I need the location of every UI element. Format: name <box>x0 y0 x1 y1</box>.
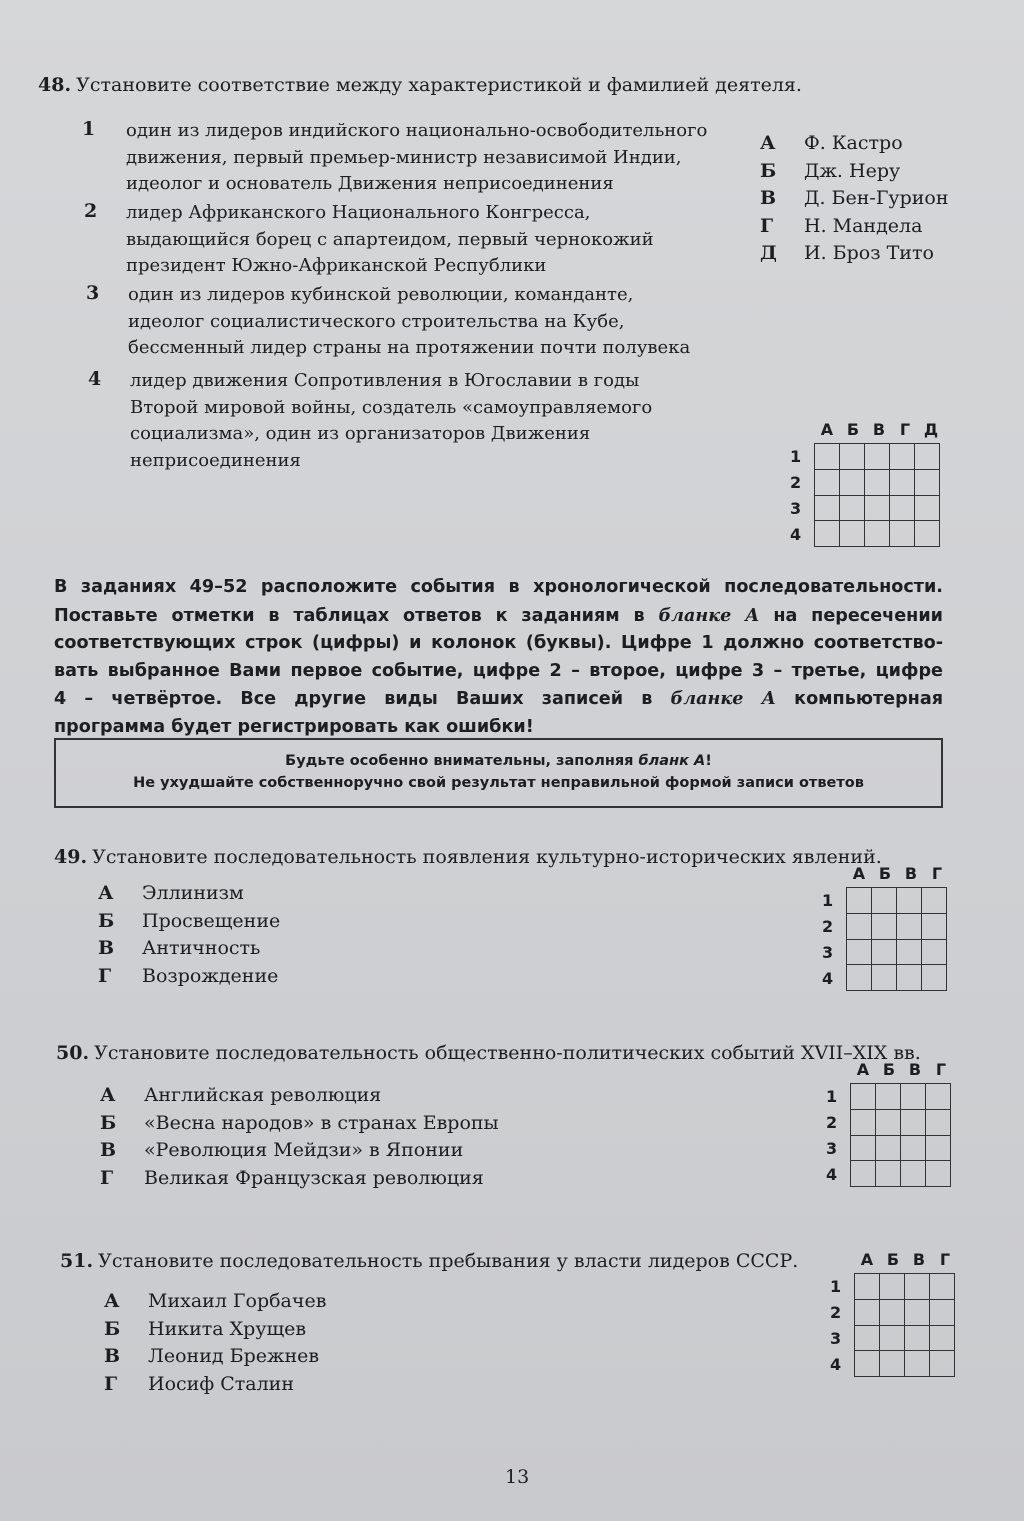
q50-options <box>100 1082 499 1192</box>
answer-cell[interactable] <box>922 965 947 991</box>
instruction-emphasis: бланке А <box>670 688 776 709</box>
q48-option <box>760 213 949 241</box>
answer-cell[interactable] <box>930 1299 955 1325</box>
grid-row-label: 4 <box>822 968 834 988</box>
option-text: Михаил Горбачев <box>148 1290 327 1312</box>
option-text: Д. Бен-Гурион <box>804 187 949 209</box>
answer-cell[interactable] <box>865 444 890 470</box>
option-text: Античность <box>142 937 261 959</box>
q48-item-3-line: идеолог социалистического строительства на Кубе, <box>128 310 625 332</box>
q48-item-2-line: выдающийся борец с апартеидом, первый чернокожий <box>126 228 654 250</box>
answer-cell[interactable] <box>865 521 890 547</box>
grid-col-label: Б <box>846 420 860 439</box>
answer-cell[interactable] <box>915 495 940 521</box>
instruction-line: вать выбранное Вами первое событие, цифре 2 – второе, цифре 3 – третье, цифре <box>54 660 943 681</box>
q51-option <box>104 1343 326 1371</box>
option-letter: А <box>104 1290 120 1312</box>
q48-item-1-line: движения, первый премьер-министр независимой Индии, <box>126 146 682 168</box>
answer-cell[interactable] <box>905 1274 930 1300</box>
grid-row-label: 2 <box>790 472 802 492</box>
q51-option <box>104 1316 326 1344</box>
answer-cell[interactable] <box>847 913 872 939</box>
q48-item-2 <box>126 200 654 280</box>
answer-cell[interactable] <box>872 888 897 914</box>
q48-prompt: Установите соответствие между характеристикой и фамилией деятеля. <box>76 74 802 96</box>
notice-line-1 <box>56 750 941 772</box>
option-letter: А <box>760 132 776 154</box>
grid-row-label: 3 <box>830 1328 842 1348</box>
grid-col-label: Г <box>935 1060 947 1079</box>
grid-row-label: 4 <box>826 1164 838 1184</box>
q48-item-1 <box>126 118 707 198</box>
option-text: Эллинизм <box>142 882 244 904</box>
q50-answer-grid <box>826 1060 954 1187</box>
q48-item-number: 1 <box>82 118 96 140</box>
q48-item-3-line: бессменный лидер страны на протяжении почти полувека <box>128 337 691 358</box>
answer-cell[interactable] <box>897 888 922 914</box>
q48-item-3 <box>128 282 690 362</box>
grid-row-label: 1 <box>790 446 802 466</box>
option-letter: А <box>98 882 114 904</box>
q48-item-1-line: идеолог и основатель Движения неприсоединения <box>126 173 614 194</box>
grid-row-label: 2 <box>822 916 834 936</box>
q50-prompt: Установите последовательность общественно-политических событий XVII–XIX вв. <box>94 1042 921 1064</box>
grid-col-label: В <box>872 420 886 439</box>
grid-row-label: 4 <box>830 1354 842 1374</box>
option-letter: Г <box>104 1372 118 1395</box>
answer-cell[interactable] <box>922 913 947 939</box>
answer-cell[interactable] <box>880 1299 905 1325</box>
answer-cell[interactable] <box>840 495 865 521</box>
instruction-block <box>54 574 943 741</box>
q48-option <box>760 130 949 158</box>
option-letter: Г <box>98 964 112 987</box>
q50-option <box>100 1082 499 1110</box>
q51-number: 51. <box>60 1250 94 1272</box>
q48-item-4-line: социализма», один из организаторов Движения <box>130 423 591 444</box>
instruction-line: соответствующих строк (цифры) и колонок (буквы). Цифре 1 должно соответство- <box>54 633 943 653</box>
answer-cell[interactable] <box>851 1084 876 1110</box>
q48-heading <box>38 74 802 96</box>
answer-cells <box>846 887 947 991</box>
q51-option <box>104 1288 326 1316</box>
answer-cell[interactable] <box>897 939 922 965</box>
grid-row-label: 2 <box>830 1302 842 1322</box>
answer-cell[interactable] <box>905 1299 930 1325</box>
answer-cell[interactable] <box>897 965 922 991</box>
answer-cell[interactable] <box>815 469 840 495</box>
q48-item-3-line: один из лидеров кубинской революции, команданте, <box>128 284 634 305</box>
answer-cell[interactable] <box>855 1299 880 1325</box>
option-text: Просвещение <box>142 909 281 932</box>
grid-col-label: В <box>912 1250 926 1269</box>
answer-cell[interactable] <box>922 939 947 965</box>
answer-cell[interactable] <box>905 1351 930 1377</box>
q48-number: 48. <box>38 74 72 96</box>
answer-cell[interactable] <box>905 1325 930 1351</box>
answer-cell[interactable] <box>851 1161 876 1187</box>
grid-row-label: 3 <box>822 942 834 962</box>
q49-answer-grid <box>822 864 950 991</box>
q50-option <box>100 1165 499 1193</box>
grid-row-label: 3 <box>790 498 802 518</box>
option-letter: В <box>100 1139 117 1161</box>
q48-item-1-line: один из лидеров индийского национально-освободительного <box>126 120 708 141</box>
answer-cell[interactable] <box>872 913 897 939</box>
answer-cell[interactable] <box>847 888 872 914</box>
option-letter: Б <box>100 1111 117 1134</box>
answer-cell[interactable] <box>876 1109 901 1135</box>
q51-prompt: Установите последовательность пребывания у власти лидеров СССР. <box>98 1250 799 1272</box>
option-letter: Д <box>760 242 777 264</box>
option-text: Ф. Кастро <box>804 132 903 154</box>
option-letter: Б <box>104 1317 121 1340</box>
answer-cell[interactable] <box>901 1109 926 1135</box>
instruction-text: на пересечении <box>759 605 943 626</box>
option-letter: В <box>98 937 115 959</box>
answer-cell[interactable] <box>926 1135 951 1161</box>
grid-col-label: А <box>820 420 834 439</box>
grid-row-label: 2 <box>826 1112 838 1132</box>
q51-heading <box>60 1250 798 1272</box>
q49-option <box>98 908 280 936</box>
answer-cell[interactable] <box>926 1109 951 1135</box>
answer-cell[interactable] <box>930 1351 955 1377</box>
q48-items <box>82 118 742 483</box>
option-text: Н. Мандела <box>804 214 923 237</box>
q51-option <box>104 1371 326 1399</box>
answer-cell[interactable] <box>872 965 897 991</box>
q49-number: 49. <box>54 846 88 868</box>
option-text: «Революция Мейдзи» в Японии <box>144 1139 464 1161</box>
option-text: Никита Хрущев <box>148 1317 307 1340</box>
answer-cell[interactable] <box>930 1325 955 1351</box>
answer-cell[interactable] <box>922 888 947 914</box>
option-text: Возрождение <box>142 964 279 987</box>
grid-row-label: 1 <box>826 1086 838 1106</box>
option-letter: Г <box>100 1166 114 1189</box>
notice-text: ! <box>705 753 712 769</box>
notice-box <box>54 738 943 808</box>
option-text: Дж. Неру <box>804 159 901 182</box>
answer-cell[interactable] <box>897 913 922 939</box>
instruction-text: 4 – четвёртое. Все другие виды Ваших записей в <box>54 689 671 709</box>
option-text: Английская революция <box>144 1084 382 1106</box>
q48-item-4-line: лидер движения Сопротивления в Югославии в годы <box>130 370 640 391</box>
q50-option <box>100 1137 499 1165</box>
notice-emphasis: бланк А <box>638 753 706 769</box>
answer-cell[interactable] <box>901 1135 926 1161</box>
grid-col-label: Б <box>882 1060 896 1079</box>
answer-cell[interactable] <box>840 444 865 470</box>
q48-option <box>760 185 949 213</box>
notice-line-2: Не ухудшайте собственноручно свой результат неправильной формой записи ответов <box>133 775 864 791</box>
q49-option <box>98 880 280 908</box>
option-letter: В <box>760 187 777 209</box>
q51-answer-grid <box>830 1250 958 1377</box>
answer-cell[interactable] <box>851 1109 876 1135</box>
answer-cell[interactable] <box>901 1084 926 1110</box>
q48-item-4-line: неприсоединения <box>130 449 301 471</box>
grid-row-label: 3 <box>826 1138 838 1158</box>
grid-col-label: А <box>860 1250 874 1269</box>
answer-cell[interactable] <box>915 521 940 547</box>
answer-cell[interactable] <box>901 1161 926 1187</box>
answer-cell[interactable] <box>880 1351 905 1377</box>
notice-text: Будьте особенно внимательны, заполняя <box>285 753 639 769</box>
q48-item-number: 2 <box>84 200 98 222</box>
option-letter: Г <box>760 214 774 237</box>
q48-item-2-line: лидер Африканского Национального Конгресса, <box>126 202 591 223</box>
q49-option <box>98 963 280 991</box>
q48-option <box>760 158 949 186</box>
answer-cell[interactable] <box>876 1084 901 1110</box>
answer-cell[interactable] <box>855 1351 880 1377</box>
option-text: «Весна народов» в странах Европы <box>144 1111 499 1134</box>
grid-row-label: 1 <box>830 1276 842 1296</box>
answer-cell[interactable] <box>855 1274 880 1300</box>
answer-cells <box>850 1083 951 1187</box>
option-letter: Б <box>760 159 777 182</box>
answer-cell[interactable] <box>890 521 915 547</box>
q51-options <box>104 1288 326 1398</box>
q50-number: 50. <box>56 1042 90 1064</box>
answer-cell[interactable] <box>876 1135 901 1161</box>
q48-item-4-line: Второй мировой войны, создатель «самоуправляемого <box>130 396 653 418</box>
answer-cell[interactable] <box>815 495 840 521</box>
instruction-emphasis: бланке А <box>658 604 760 626</box>
option-letter: Б <box>98 909 115 932</box>
answer-cell[interactable] <box>847 965 872 991</box>
q48-options <box>760 130 949 268</box>
page-number: 13 <box>505 1466 530 1488</box>
answer-cell[interactable] <box>890 469 915 495</box>
grid-col-label: В <box>908 1060 922 1079</box>
grid-col-label: Б <box>878 864 892 883</box>
answer-cell[interactable] <box>915 444 940 470</box>
instruction-text: Поставьте отметки в таблицах ответов к заданиям в <box>54 605 659 626</box>
option-letter: В <box>104 1345 121 1367</box>
q48-item-number: 3 <box>86 282 100 304</box>
q49-options <box>98 880 280 990</box>
grid-col-label: Д <box>923 420 939 439</box>
answer-cell[interactable] <box>840 469 865 495</box>
q48-item-4 <box>130 368 652 474</box>
instruction-line <box>54 602 943 631</box>
answer-cell[interactable] <box>865 469 890 495</box>
option-text: Великая Французская революция <box>144 1166 484 1189</box>
grid-col-label: Г <box>931 864 943 883</box>
answer-cell[interactable] <box>890 495 915 521</box>
answer-cell[interactable] <box>855 1325 880 1351</box>
answer-cell[interactable] <box>890 444 915 470</box>
grid-row-label: 4 <box>790 524 802 544</box>
option-text: Леонид Брежнев <box>148 1345 320 1367</box>
instruction-line <box>54 685 943 714</box>
answer-cell[interactable] <box>815 521 840 547</box>
answer-cell[interactable] <box>876 1161 901 1187</box>
option-text: И. Броз Тито <box>804 242 934 264</box>
grid-col-label: А <box>852 864 866 883</box>
q50-heading <box>56 1042 921 1064</box>
q48-answer-grid <box>790 420 944 547</box>
grid-col-label: Г <box>899 420 911 439</box>
instruction-text: компьютерная <box>775 689 943 709</box>
answer-cell[interactable] <box>847 939 872 965</box>
q49-prompt: Установите последовательность появления культурно-исторических явлений. <box>92 846 882 868</box>
grid-col-label: Б <box>886 1250 900 1269</box>
q49-heading <box>54 846 882 868</box>
answer-cell[interactable] <box>840 521 865 547</box>
instruction-line: В заданиях 49–52 расположите события в хронологической последовательности. <box>54 577 943 597</box>
answer-cells <box>814 443 940 547</box>
q48-item-number: 4 <box>88 368 102 390</box>
grid-col-label: В <box>904 864 918 883</box>
option-letter: А <box>100 1084 116 1106</box>
answer-cell[interactable] <box>930 1274 955 1300</box>
grid-col-label: Г <box>939 1250 951 1269</box>
answer-cell[interactable] <box>865 495 890 521</box>
answer-cell[interactable] <box>872 939 897 965</box>
option-text: Иосиф Сталин <box>148 1372 294 1395</box>
answer-cells <box>854 1273 955 1377</box>
answer-cell[interactable] <box>851 1135 876 1161</box>
answer-cell[interactable] <box>880 1274 905 1300</box>
answer-cell[interactable] <box>926 1161 951 1187</box>
answer-cell[interactable] <box>926 1084 951 1110</box>
q49-option <box>98 935 280 963</box>
answer-cell[interactable] <box>815 444 840 470</box>
answer-cell[interactable] <box>880 1325 905 1351</box>
q48-item-2-line: президент Южно-Африканской Республики <box>126 255 547 276</box>
q50-option <box>100 1110 499 1138</box>
grid-row-label: 1 <box>822 890 834 910</box>
q48-option <box>760 240 949 268</box>
instruction-line: программа будет регистрировать как ошибки! <box>54 716 534 737</box>
answer-cell[interactable] <box>915 469 940 495</box>
grid-col-label: А <box>856 1060 870 1079</box>
